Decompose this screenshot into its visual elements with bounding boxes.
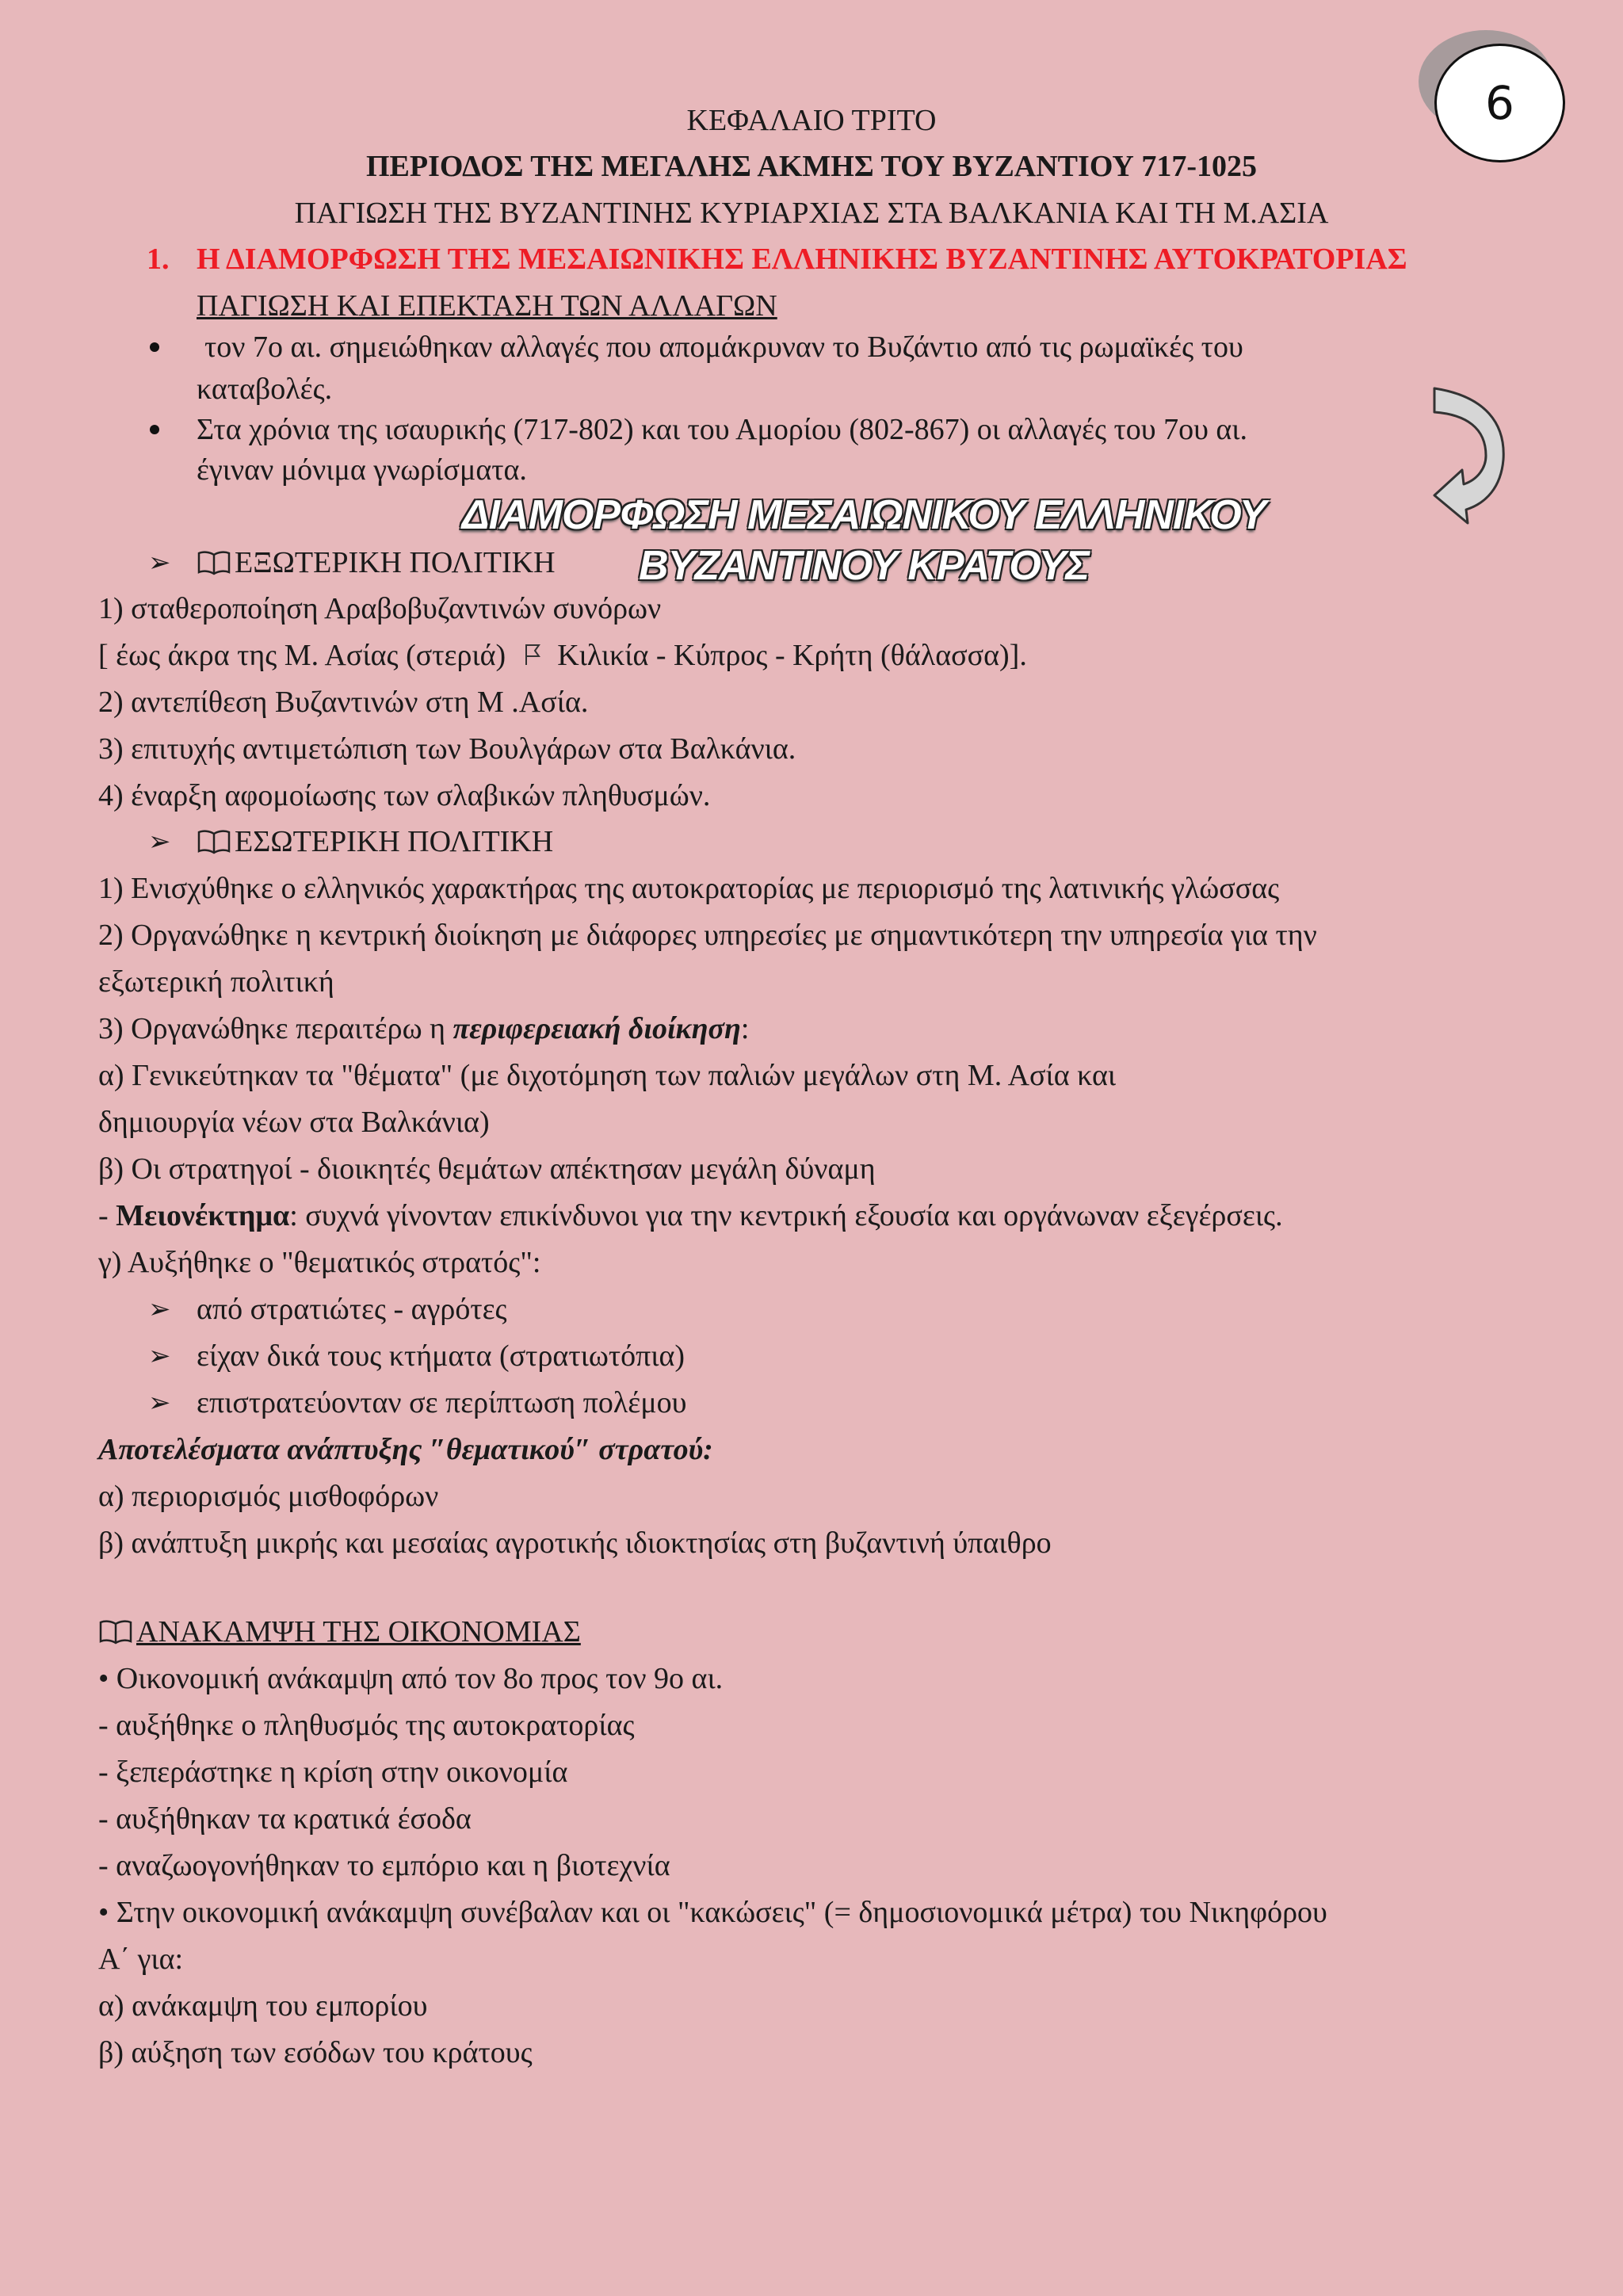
chapter-subtitle: ΠΑΓΙΩΣΗ ΤΗΣ ΒΥΖΑΝΤΙΝΗΣ ΚΥΡΙΑΡΧΙΑΣ ΣΤΑ ΒΑΛΚΑΝΙΑ ΚΑΙ ΤΗ Μ.ΑΣΙΑ	[294, 197, 1329, 230]
domestic-policy-line: α) Γενικεύτηκαν τα "θέματα" (με διχοτόμηση των παλιών μεγάλων στη Μ. Ασία και	[98, 1059, 1117, 1092]
period-title: ΠΕΡΙΟΔΟΣ ΤΗΣ ΜΕΓΑΛΗΣ ΑΚΜΗΣ ΤΟΥ ΒΥΖΑΝΤΙΟΥ 717-1025	[366, 150, 1257, 183]
domestic-policy-line: 3) Οργανώθηκε περαιτέρω η περιφερειακή διοίκηση:	[98, 1012, 750, 1045]
economy-line: - αυξήθηκε ο πληθυσμός της αυτοκρατορίας	[98, 1709, 635, 1742]
section-subheading: ΠΑΓΙΩΣΗ ΚΑΙ ΕΠΕΚΤΑΣΗ ΤΩΝ ΑΛΛΑΓΩΝ	[197, 289, 777, 323]
economy-line: • Οικονομική ανάκαμψη από τον 8ο προς τον 9ο αι.	[98, 1662, 724, 1695]
economy-line: • Στην οικονομική ανάκαμψη συνέβαλαν και οι "κακώσεις" (= δημοσιονομικά μέτρα) του Νικηφόρου	[98, 1896, 1327, 1929]
domestic-policy-line: γ) Αυξήθηκε ο "θεματικός στρατός":	[98, 1246, 541, 1279]
bullet-text-continued: καταβολές.	[197, 372, 333, 406]
foreign-policy-item: 3) επιτυχής αντιμετώπιση των Βουλγάρων στα Βαλκάνια.	[98, 732, 796, 766]
foreign-policy-item: 2) αντεπίθεση Βυζαντινών στη Μ .Ασία.	[98, 686, 589, 719]
domestic-policy-line: 1) Ενισχύθηκε ο ελληνικός χαρακτήρας της αυτοκρατορίας με περιορισμό της λατινικής γλώσσας	[98, 872, 1280, 905]
domestic-policy-line: δημιουργία νέων στα Βαλκάνια)	[98, 1106, 490, 1139]
economy-line: - αναζωογονήθηκαν το εμπόριο και η βιοτεχνία	[98, 1849, 670, 1882]
curved-arrow-icon	[1430, 384, 1510, 527]
wordart-banner: ΔΙΑΜΟΡΦΩΣΗ ΜΕΣΑΙΩΝΙΚΟΥ ΕΛΛΗΝΙΚΟΥ ΒΥΖΑΝΤΙΝΟΥ ΚΡΑΤΟΥΣ	[461, 492, 1266, 589]
open-book-icon	[197, 545, 231, 571]
domestic-policy-line: β) Οι στρατηγοί - διοικητές θεμάτων απέκτησαν μεγάλη δύναμη	[98, 1152, 876, 1186]
economy-line: Α΄ για:	[98, 1943, 184, 1976]
bullet-marker	[150, 425, 159, 434]
economy-heading: ΑΝΑΚΑΜΨΗ ΤΗΣ ΟΙΚΟΝΟΜΙΑΣ	[98, 1611, 581, 1652]
domestic-policy-line: εξωτερική πολιτική	[98, 965, 334, 999]
army-item: επιστρατεύονταν σε περίπτωση πολέμου	[197, 1386, 687, 1419]
page-number-badge: 6	[1434, 44, 1565, 162]
chapter-title: ΚΕΦΑΛΑΙΟ ΤΡΙΤΟ	[686, 104, 937, 137]
economy-line: - αυξήθηκαν τα κρατικά έσοδα	[98, 1802, 472, 1836]
foreign-policy-item: 1) σταθεροποίηση Αραβοβυζαντινών συνόρων	[98, 592, 662, 625]
bullet-text-continued: έγιναν μόνιμα γνωρίσματα.	[197, 453, 527, 487]
economy-line: β) αύξηση των εσόδων του κράτους	[98, 2036, 533, 2069]
bullet-marker	[150, 342, 159, 352]
open-book-icon	[197, 824, 231, 850]
bullet-text: τον 7ο αι. σημειώθηκαν αλλαγές που απομάκρυναν το Βυζάντιο από τις ρωμαϊκές του	[204, 330, 1243, 364]
disadvantage-line: - Μειονέκτημα: συχνά γίνονταν επικίνδυνοι για την κεντρική εξουσία και οργάνωναν εξεγέρσεις.	[98, 1199, 1283, 1232]
domestic-policy-heading: ΕΣΩΤΕΡΙΚΗ ΠΟΛΙΤΙΚΗ	[197, 821, 553, 862]
domestic-policy-line: 2) Οργανώθηκε η κεντρική διοίκηση με διάφορες υπηρεσίες με σημαντικότερη την υπηρεσία για την	[98, 919, 1317, 952]
results-item: β) ανάπτυξη μικρής και μεσαίας αγροτικής ιδιοκτησίας στη βυζαντινή ύπαιθρο	[98, 1526, 1052, 1560]
economy-line: α) ανάκαμψη του εμπορίου	[98, 1989, 428, 2023]
flag-icon	[523, 636, 542, 678]
army-item: είχαν δικά τους κτήματα (στρατιωτόπια)	[197, 1339, 685, 1373]
arrow-bullet-icon: ➢	[148, 1293, 171, 1325]
results-heading: Αποτελέσματα ανάπτυξης ″θεματικού″ στρατού:	[98, 1433, 713, 1466]
section-number: 1.	[147, 243, 170, 276]
results-item: α) περιορισμός μισθοφόρων	[98, 1480, 439, 1513]
foreign-policy-item: [ έως άκρα της Μ. Ασίας (στεριά) Κιλικία - Κύπρος - Κρήτη (θάλασσα)].	[98, 635, 1027, 678]
arrow-bullet-icon: ➢	[148, 1340, 171, 1372]
section-title: Η ΔΙΑΜΟΡΦΩΣΗ ΤΗΣ ΜΕΣΑΙΩΝΙΚΗΣ ΕΛΛΗΝΙΚΗΣ ΒΥΖΑΝΤΙΝΗΣ ΑΥΤΟΚΡΑΤΟΡΙΑΣ	[197, 243, 1407, 276]
arrow-bullet-icon: ➢	[148, 1387, 171, 1419]
arrow-bullet-icon: ➢	[148, 826, 171, 858]
foreign-policy-heading: ΕΞΩΤΕΡΙΚΗ ΠΟΛΙΤΙΚΗ	[197, 542, 556, 583]
arrow-bullet-icon: ➢	[148, 547, 171, 579]
foreign-policy-item: 4) έναρξη αφομοίωσης των σλαβικών πληθυσμών.	[98, 779, 711, 812]
bullet-text: Στα χρόνια της ισαυρικής (717-802) και του Αμορίου (802-867) οι αλλαγές του 7ου αι.	[197, 413, 1248, 446]
army-item: από στρατιώτες - αγρότες	[197, 1293, 507, 1326]
open-book-icon	[98, 1614, 133, 1640]
economy-line: - ξεπεράστηκε η κρίση στην οικονομία	[98, 1755, 568, 1789]
